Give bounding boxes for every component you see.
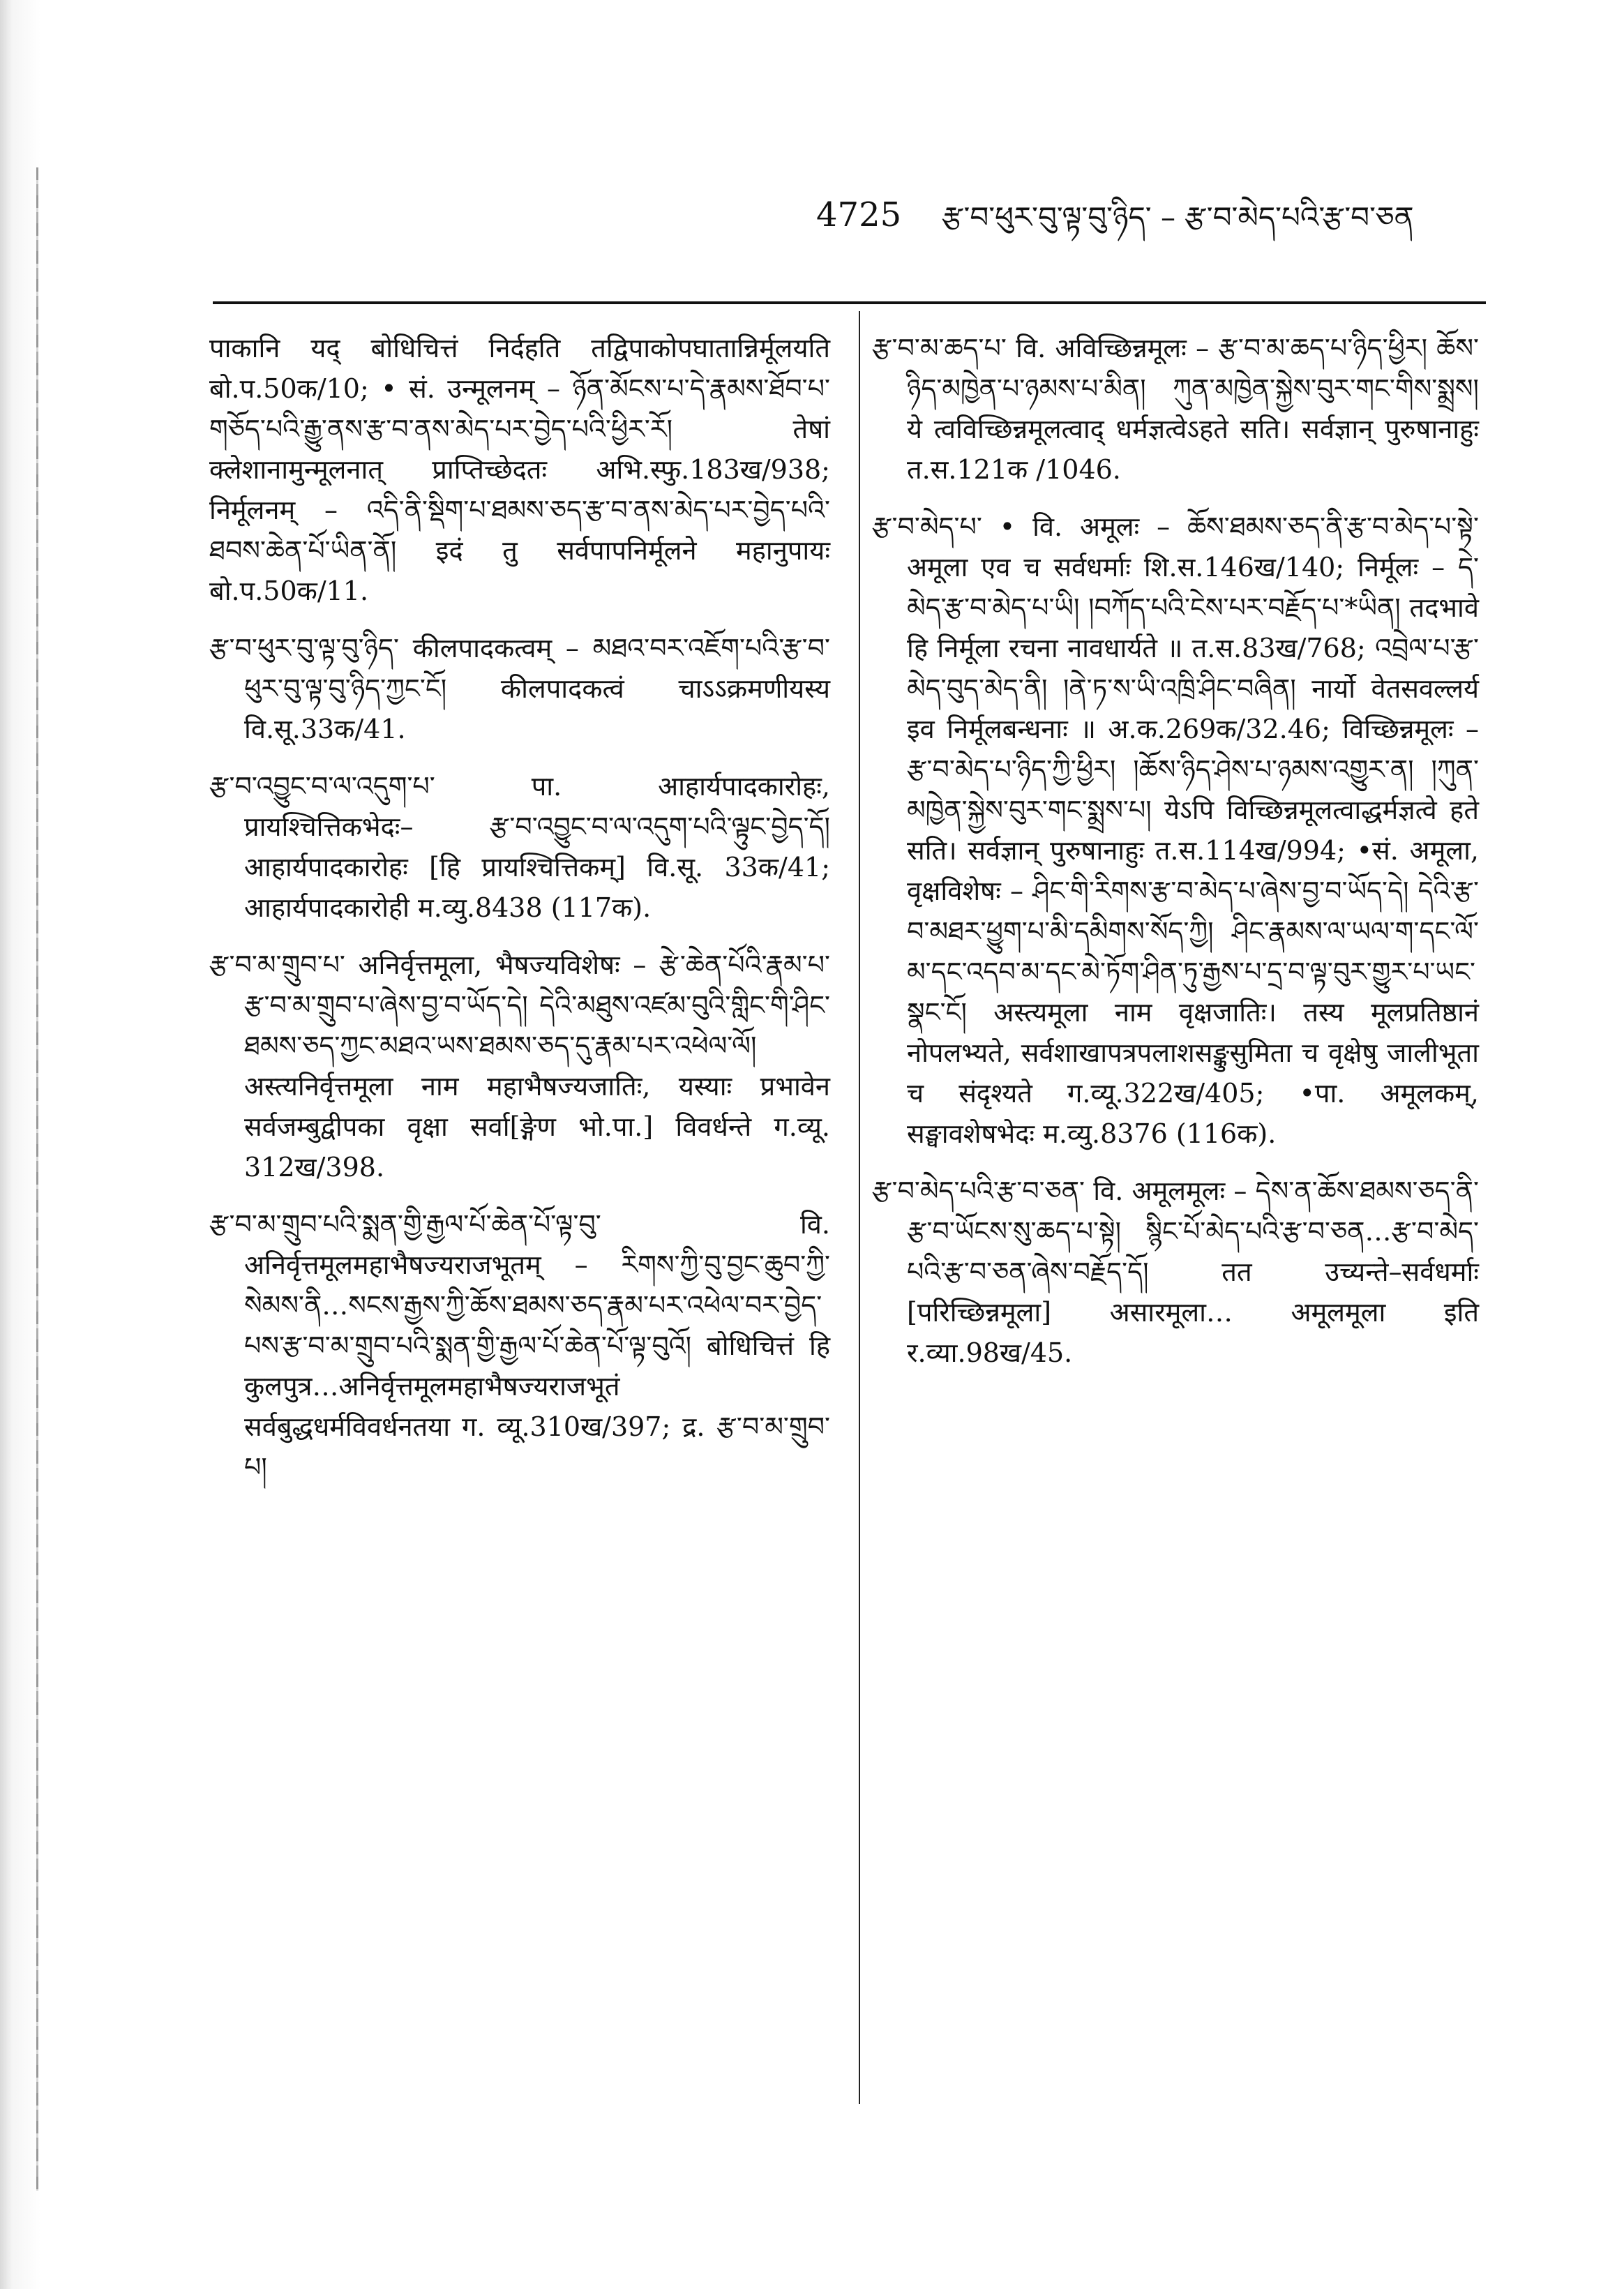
page-header [816,194,1514,250]
entry-continuation: पाकानि यद् बोधिचित्तं निर्दहति तद्विपाकोपघातान्निर्मूलयति बो.प.50क/10; • सं. उन्मूलनम् – ཉོན་མོངས་པ་དེ་རྣམས་ཐོབ་པ་གཅོད་པའི་རྒྱུ་ནས་རྩ་བ་ནས་མེད་པར་བྱེད་པའི་ཕྱིར་རོ། तेषां क्लेशानामुन्मूलनात् प्राप्तिच्छेदतः अभि.स्फु.183ख/938; निर्मूलनम् – འདི་ནི་སྡིག་པ་ཐམས་ཅད་རྩ་བ་ནས་མེད་པར་བྱེད་པའི་ཐབས་ཆེན་པོ་ཡིན་ནོ། इदं तु सर्वपापनिर्मूलने महानुपायः बो.प.50क/11. [209,333,830,606]
dictionary-entry: རྩ་བ་མེད་པའི་རྩ་བ་ཅན་ वि. अमूलमूलः – དེས་ན་ཆོས་ཐམས་ཅད་ནི་རྩ་བ་ཡོངས་སུ་ཆད་པ་སྟེ། སྙིང་པོ་མེད་པའི་རྩ་བ་ཅན…རྩ་བ་མེད་པའི་རྩ་བ་ཅན་ཞེས་བརྗོད་དོ། तत उच्यन्ते–सर्वधर्माः [परिच्छिन्नमूला] असारमूला… अमूलमूला इति र.व्या.98ख/45. [872,1176,1479,1368]
page-number: 4725 [816,195,902,234]
dictionary-entry: རྩ་བ་མེད་པ་ • वि. अमूलः – ཆོས་ཐམས་ཅད་ནི་རྩ་བ་མེད་པ་སྟེ་ अमूला एव च सर्वधर्माः शि.स.146ख/140; निर्मूलः – དེ་མེད་རྩ་བ་མེད་པ་ཡི། །བཀོད་པའི་ངེས་པར་བརྗོད་པ་*ཡིན། तदभावे हि निर्मूला रचना नावधार्यते ॥ त.स.83ख/768; འབྲེལ་པ་རྩ་མེད་བུད་མེད་ནི། །ནེ་ཏ་ས་ཡི་འཁྲི་ཤིང་བཞིན། नार्यो वेतसवल्लर्य इव निर्मूलबन्धनाः ॥ अ.क.269क/32.46; विच्छिन्नमूलः – རྩ་བ་མེད་པ་ཉིད་ཀྱི་ཕྱིར། །ཆོས་ཉིད་ཤེས་པ་ཉམས་འགྱུར་ན། །ཀུན་མཁྱེན་སྐྱེས་བུར་གང་སྨྲས་པ། येऽपि विच्छिन्नमूलत्वाद्धर्मज्ञत्वे हते सति। सर्वज्ञान् पुरुषानाहुः त.स.114ख/994; •सं. अमूला, वृक्षविशेषः – ཤིང་གི་རིགས་རྩ་བ་མེད་པ་ཞེས་བྱ་བ་ཡོད་དེ། དེའི་རྩ་བ་མཐར་ཕྱུག་པ་མི་དམིགས་སོད་ཀྱི། ཤིང་རྣམས་ལ་ཡལ་ག་དང་ལོ་མ་དང་འདབ་མ་དང་མེ་ཏོག་ཤིན་ཏུ་རྒྱས་པ་དྲ་བ་ལྟ་བུར་གྱུར་པ་ཡང་སྣང་ངོ། अस्त्यमूला नाम वृक्षजातिः। तस्य मूलप्रतिष्ठानं नोपलभ्यते, सर्वशाखापत्रपलाशसङ्कुसुमिता च वृक्षेषु जालीभूता च संदृश्यते ग.व्यू.322ख/405; •पा. अमूलकम्, सङ्घावशेषभेदः म.व्यु.8376 (116क). [872,511,1479,1149]
binding-edge [36,167,38,2191]
right-column [872,328,1479,1390]
dictionary-entry: རྩ་བ་མ་ཆད་པ་ वि. अविच्छिन्नमूलः – རྩ་བ་མ་ཆད་པ་ཉིད་ཕྱིར། ཆོས་ཉིད་མཁྱེན་པ་ཉམས་པ་མིན། ཀུན་མཁྱེན་སྐྱེས་བུར་གང་གིས་སྨྲས། ये त्वविच्छिन्नमूलत्वाद् धर्मज्ञत्वेऽहते सति। सर्वज्ञान् पुरुषानाहुः त.स.121क /1046. [872,333,1479,485]
header-rule [213,301,1486,304]
running-head: རྩ་བ་ཕུར་བུ་ལྟ་བུ་ཉིད་ – རྩ་བ་མེད་པའི་རྩ་བ་ཅན [942,200,1414,234]
dictionary-entry: རྩ་བ་ཕུར་བུ་ལྟ་བུ་ཉིད་ कीलपादकत्वम् – མཐའ་བར་འཇོག་པའི་རྩ་བ་ཕུར་བུ་ལྟ་བུ་ཉིད་ཀྱང་ངོ། कीलपादकत्वं चाऽऽक्रमणीयस्य वि.सू.33क/41. [209,633,830,744]
dictionary-entry: རྩ་བ་འབྱུང་བ་ལ་འདུག་པ་ पा. आहार्यपादकारोहः, प्रायश्चित्तिकभेदः– རྩ་བ་འབྱུང་བ་ལ་འདུག་པའི་ལྟུང་བྱེད་དོ། आहार्यपादकारोहः [हि प्रायश्चित्तिकम्] वि.सू. 33क/41; आहार्यपादकारोही म.व्यु.8438 (117क). [209,771,830,923]
dictionary-entry: རྩ་བ་མ་གྲུབ་པའི་སྨན་གྱི་རྒྱལ་པོ་ཆེན་པོ་ལྟ་བུ་ वि. अनिर्वृत्तमूलमहाभैषज्यराजभूतम् – རིགས་ཀྱི་བུ་བྱང་ཆུབ་ཀྱི་སེམས་ནི…སངས་རྒྱས་ཀྱི་ཆོས་ཐམས་ཅད་རྣམ་པར་འཕེལ་བར་བྱེད་པས་རྩ་བ་མ་གྲུབ་པའི་སྨན་གྱི་རྒྱལ་པོ་ཆེན་པོ་ལྟ་བུའོ། बोधिचित्तं हि कुलपुत्र…अनिर्वृत्तमूलमहाभैषज्यराजभूतं सर्वबुद्धधर्मविवर्धनतया ग. व्यू.310ख/397; द्र. རྩ་བ་མ་གྲུབ་པ། [209,1209,830,1483]
book-spine-shadow [0,0,40,2289]
column-divider [859,311,860,2104]
dictionary-entry: རྩ་བ་མ་གྲུབ་པ་ अनिर्वृत्तमूला, भैषज्यविशेषः – རྩེ་ཆེན་པོའི་རྣམ་པ་རྩ་བ་མ་གྲུབ་པ་ཞེས་བྱ་བ་ཡོད་དེ། དེའི་མཐུས་འཛམ་བུའི་གླིང་གི་ཤིང་ཐམས་ཅད་ཀྱང་མཐའ་ཡས་ཐམས་ཅད་དུ་རྣམ་པར་འཕེལ་ལོ། अस्त्यनिर्वृत्तमूला नाम महाभैषज्यजातिः, यस्याः प्रभावेन सर्वजम्बुद्वीपका वृक्षा सर्वा[ङ्गेण भो.पा.] विवर्धन्ते ग.व्यू. 312ख/398. [209,950,830,1183]
left-column [209,328,830,1504]
